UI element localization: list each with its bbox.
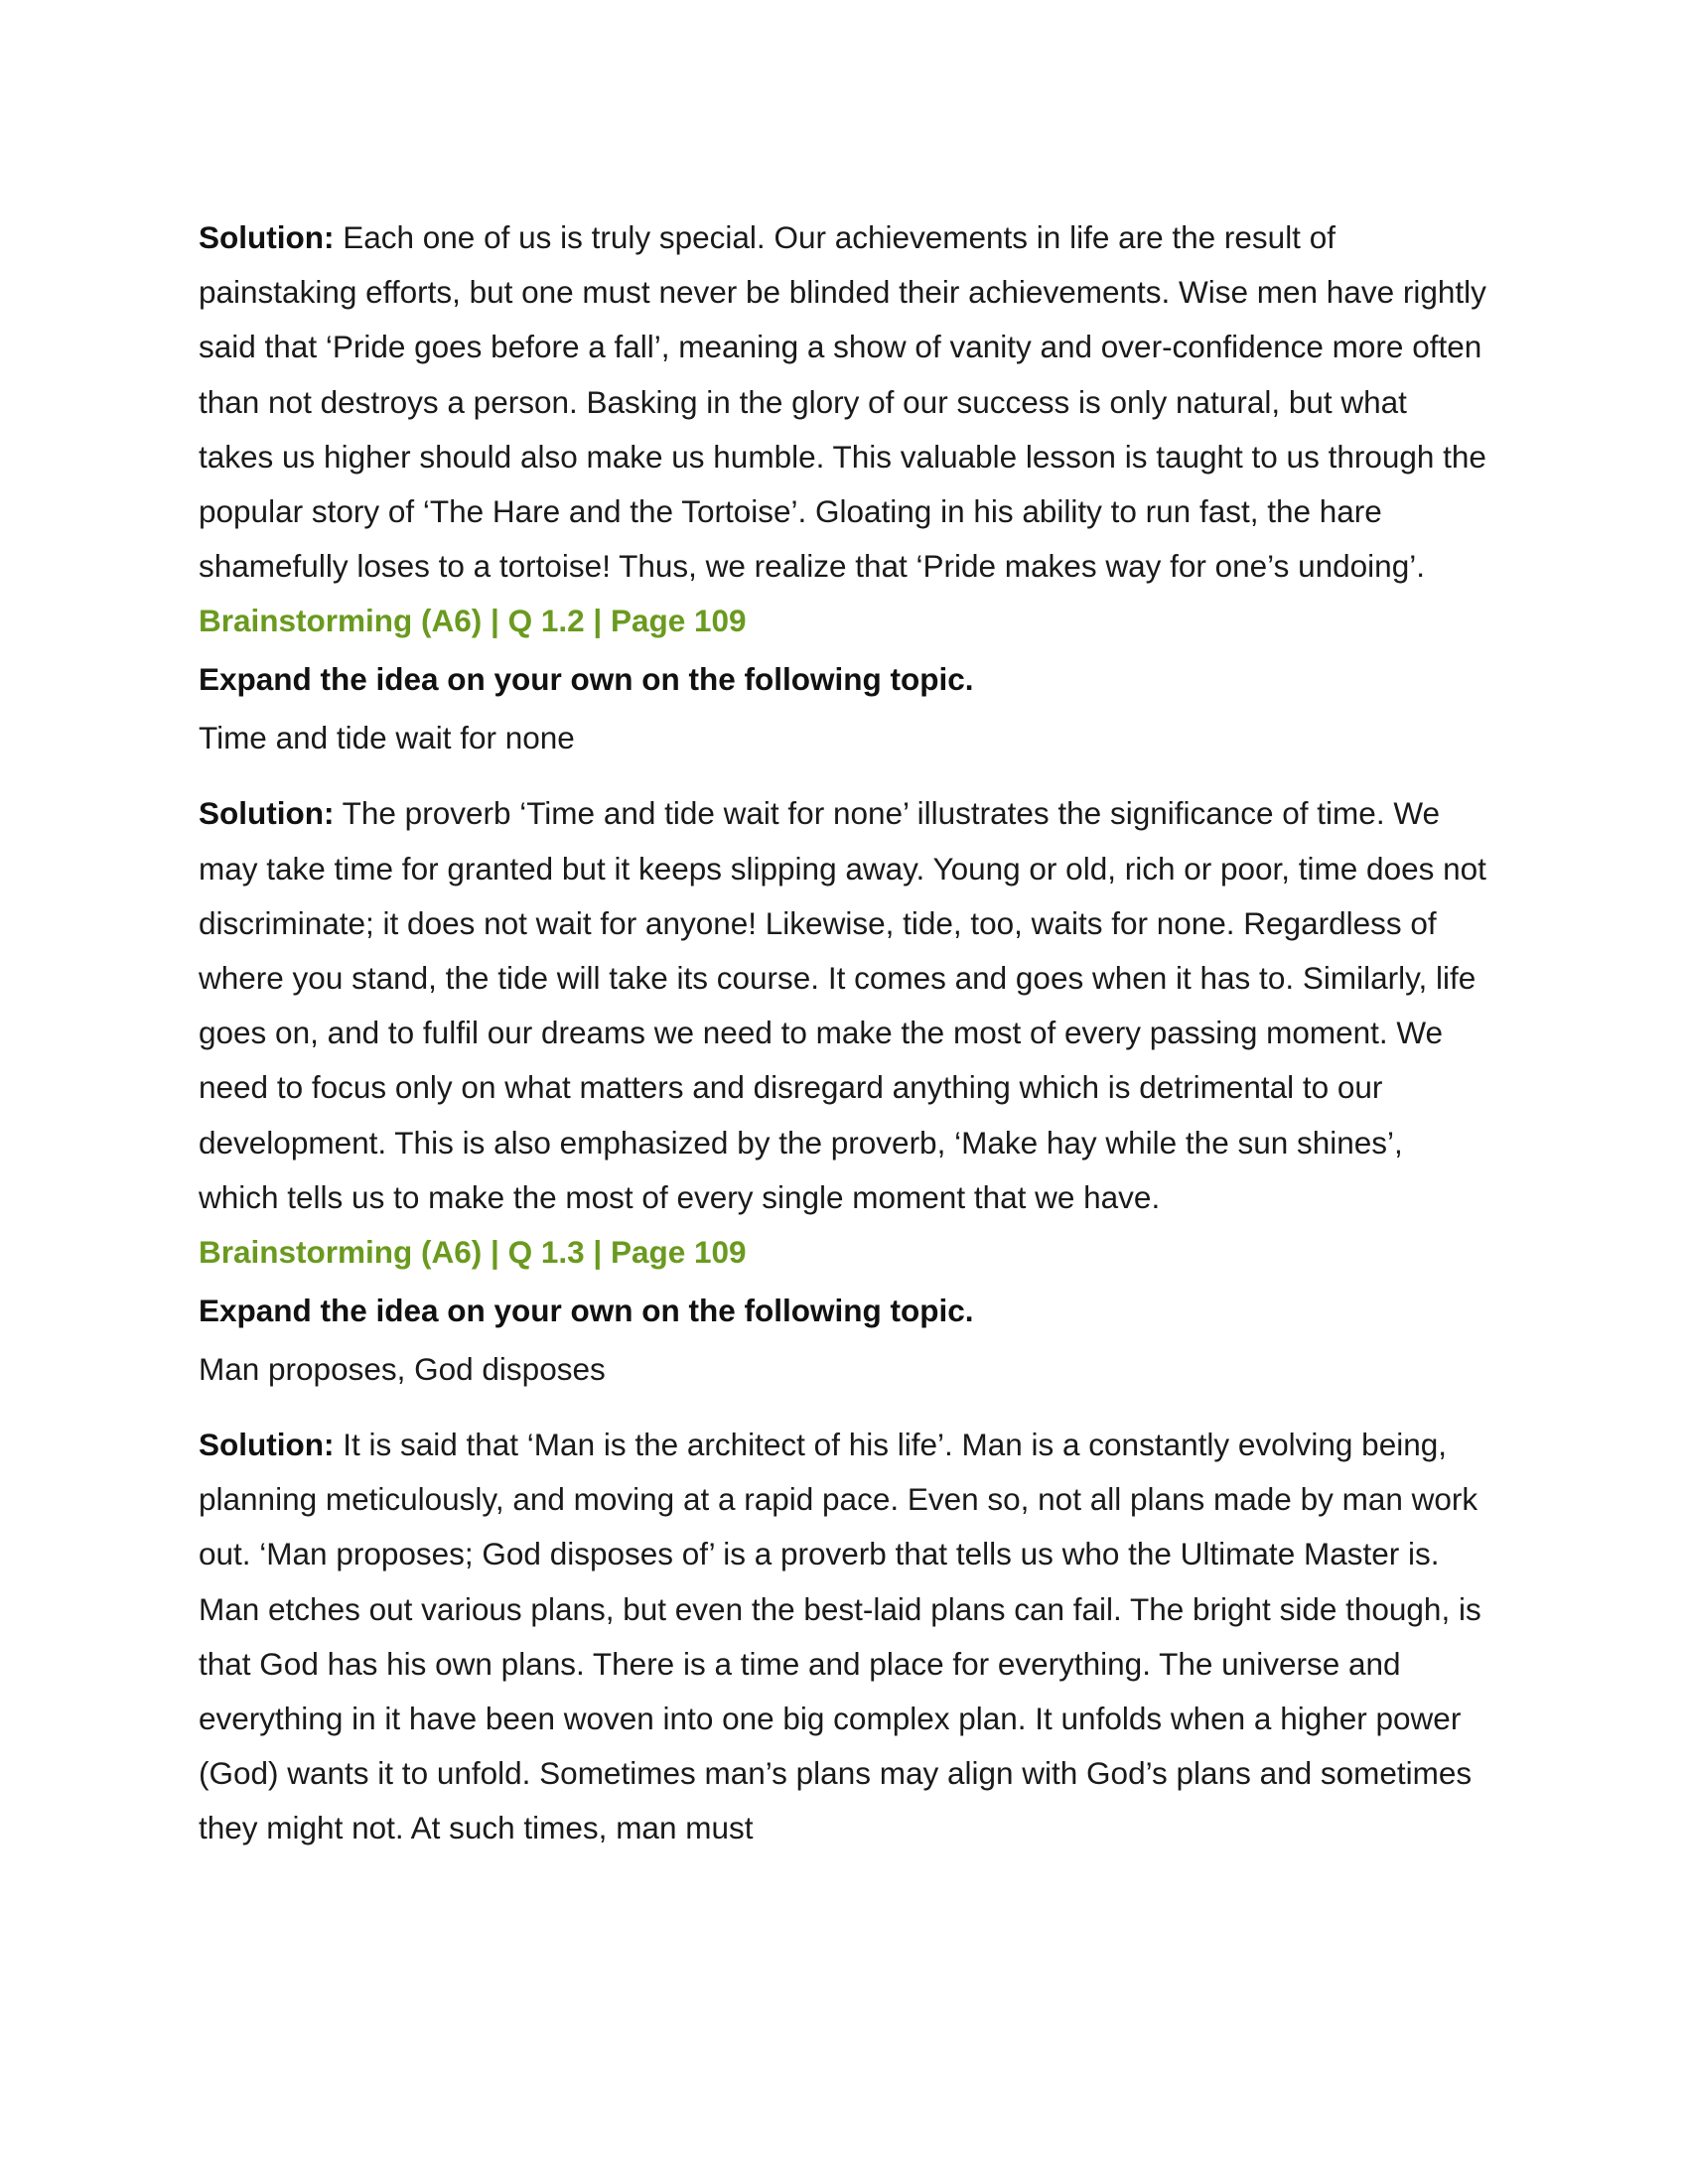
section-heading-q-1-3: Brainstorming (A6) | Q 1.3 | Page 109 — [199, 1234, 747, 1271]
question-prompt-q-1-3: Expand the idea on your own on the following topic. — [199, 1293, 974, 1329]
question-prompt-q-1-2: Expand the idea on your own on the following topic. — [199, 661, 974, 698]
solution-text: The proverb ‘Time and tide wait for none’ illustrates the significance of time. We may take time for granted but it keeps slipping away. Young or old, rich or poor, time does not discriminate; it does not wait for anyone! Likewise, tide, too, waits for none. Regardless of where you stand, the tide will take its course. It comes and goes when it has to. Similarly, life goes on, and to fulfil our dreams we need to make the most of every passing moment. We need to focus only on what matters and disregard anything which is detrimental to our development. This is also emphasized by the proverb, ‘Make hay while the sun shines’, which tells us to make the most of every single moment that we have. — [199, 795, 1486, 1215]
solution-paragraph-2 — [199, 786, 1489, 1225]
topic-q-1-3: Man proposes, God disposes — [199, 1351, 606, 1388]
solution-text: It is said that ‘Man is the architect of his life’. Man is a constantly evolving being, planning meticulously, and moving at a rapid pace. Even so, not all plans made by man work out. ‘Man proposes; God disposes of’ is a proverb that tells us who the Ultimate Master is. Man etches out various plans, but even the best-laid plans can fail. The bright side though, is that God has his own plans. There is a time and place for everything. The universe and everything in it have been woven into one big complex plan. It unfolds when a higher power (God) wants it to unfold. Sometimes man’s plans may align with God’s plans and sometimes they might not. At such times, man must — [199, 1427, 1481, 1846]
solution-label: Solution: — [199, 1427, 335, 1463]
document-page — [199, 210, 1489, 1856]
solution-text: Each one of us is truly special. Our achievements in life are the result of painstaking efforts, but one must never be blinded their achievements. Wise men have rightly said that ‘Pride goes before a fall’, meaning a show of vanity and over-confidence more often than not destroys a person. Basking in the glory of our success is only natural, but what takes us higher should also make us humble. This valuable lesson is taught to us through the popular story of ‘The Hare and the Tortoise’. Gloating in his ability to run fast, the hare shamefully loses to a tortoise! Thus, we realize that ‘Pride makes way for one’s undoing’. — [199, 219, 1486, 585]
topic-q-1-2: Time and tide wait for none — [199, 720, 575, 756]
solution-paragraph-1 — [199, 210, 1489, 594]
solution-paragraph-3 — [199, 1418, 1489, 1856]
solution-label: Solution: — [199, 795, 335, 832]
section-heading-q-1-2: Brainstorming (A6) | Q 1.2 | Page 109 — [199, 603, 747, 639]
solution-label: Solution: — [199, 219, 335, 255]
